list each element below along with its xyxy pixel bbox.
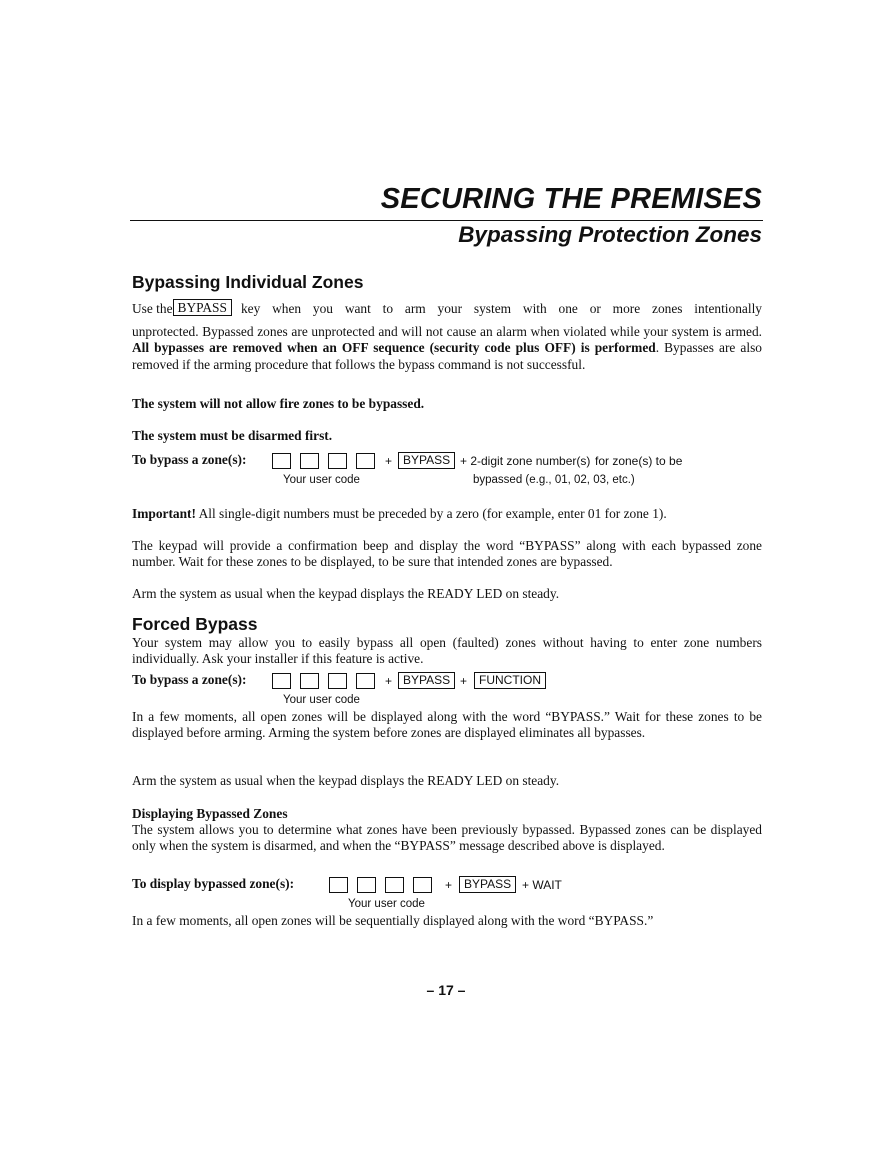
sequence-label: To bypass a zone(s): (132, 672, 247, 687)
zone-number-instruction: + 2-digit zone number(s) (460, 454, 591, 468)
zone-number-instruction-cont: for zone(s) to be (595, 454, 683, 468)
plus-sign: + (385, 674, 393, 688)
bypass-key: BYPASS (459, 876, 516, 893)
code-digit-box (413, 877, 432, 893)
user-code-caption: Your user code (283, 694, 360, 706)
disarmed-note: The system must be disarmed first. (132, 428, 333, 443)
title-divider (130, 220, 763, 221)
user-code-caption: Your user code (348, 898, 425, 910)
code-digit-box (272, 453, 291, 469)
forced-bypass-sequence (132, 672, 762, 692)
function-key: FUNCTION (474, 672, 546, 689)
arm-instruction: Arm the system as usual when the keypad displays the READY LED on steady. (132, 586, 560, 601)
important-text: All single-digit numbers must be preceded by a zero (for example, enter 01 for zone 1). (198, 506, 667, 521)
section-heading-displaying-bypassed: Displaying Bypassed Zones (132, 806, 288, 821)
bypass-key: BYPASS (398, 672, 455, 689)
code-digit-box (300, 453, 319, 469)
plus-sign: + (385, 454, 393, 468)
important-label: Important! (132, 506, 196, 521)
intro-bold-note: All bypasses are removed when an OFF sequence (security code plus OFF) is performed (132, 340, 656, 356)
plus-sign: + (460, 674, 468, 688)
section-heading-individual-zones: Bypassing Individual Zones (132, 272, 364, 292)
code-digit-box (385, 877, 404, 893)
code-digit-box (272, 673, 291, 689)
bypass-key: BYPASS (398, 452, 455, 469)
intro-paragraph (132, 324, 762, 373)
display-bypassed-sequence (132, 876, 762, 896)
zone-number-example: bypassed (e.g., 01, 02, 03, etc.) (473, 474, 635, 486)
section-heading-forced-bypass: Forced Bypass (132, 614, 258, 634)
intro-text-after: key when you want to arm your system with one or more zones intentionally (240, 301, 762, 316)
important-note (132, 506, 667, 522)
display-bypassed-paragraph: The system allows you to determine what zones have been previously bypassed. Bypassed zones can be displayed only when the system is disarmed, and when the “BYPASS” message described above is displayed. (132, 822, 762, 854)
intro-text-b: . Bypasses are also removed if the arming procedure that follows the bypass command is not successful. (132, 340, 762, 372)
wait-instruction: + WAIT (522, 878, 562, 892)
bypass-key-inline: BYPASS (173, 299, 232, 316)
page-subtitle: Bypassing Protection Zones (458, 222, 762, 247)
code-digit-box (300, 673, 319, 689)
sequence-label: To display bypassed zone(s): (132, 876, 295, 891)
code-digit-box (356, 453, 375, 469)
user-code-caption: Your user code (283, 474, 360, 486)
code-digit-box (328, 453, 347, 469)
code-digit-box (356, 673, 375, 689)
page-title: SECURING THE PREMISES (380, 183, 762, 215)
code-digit-box (328, 673, 347, 689)
page-number: – 17 – (426, 982, 466, 998)
sequence-label: To bypass a zone(s): (132, 452, 247, 467)
code-digit-box (329, 877, 348, 893)
arm-instruction: Arm the system as usual when the keypad displays the READY LED on steady. (132, 773, 560, 788)
intro-line (132, 300, 762, 317)
intro-text-a: unprotected. Bypassed zones are unprotected and will not cause an alarm when violated while your system is armed. (132, 324, 762, 339)
plus-sign: + (445, 878, 453, 892)
intro-text-before: Use the (132, 301, 173, 316)
forced-bypass-result-paragraph: In a few moments, all open zones will be displayed along with the word “BYPASS.” Wait for these zones to be displayed before arming. Arming the system before zones are displayed eliminates all bypasses. (132, 709, 762, 741)
fire-zone-note: The system will not allow fire zones to be bypassed. (132, 396, 425, 411)
display-result-text: In a few moments, all open zones will be sequentially displayed along with the word “BYPASS.” (132, 913, 654, 928)
bypass-zone-sequence (132, 452, 762, 472)
code-digit-box (357, 877, 376, 893)
forced-bypass-paragraph: Your system may allow you to easily bypass all open (faulted) zones without having to enter zone numbers individually. Ask your installer if this feature is active. (132, 635, 762, 667)
confirmation-paragraph: The keypad will provide a confirmation beep and display the word “BYPASS” along with each bypassed zone number. Wait for these zones to be displayed, to be sure that intended zones are bypassed. (132, 538, 762, 570)
